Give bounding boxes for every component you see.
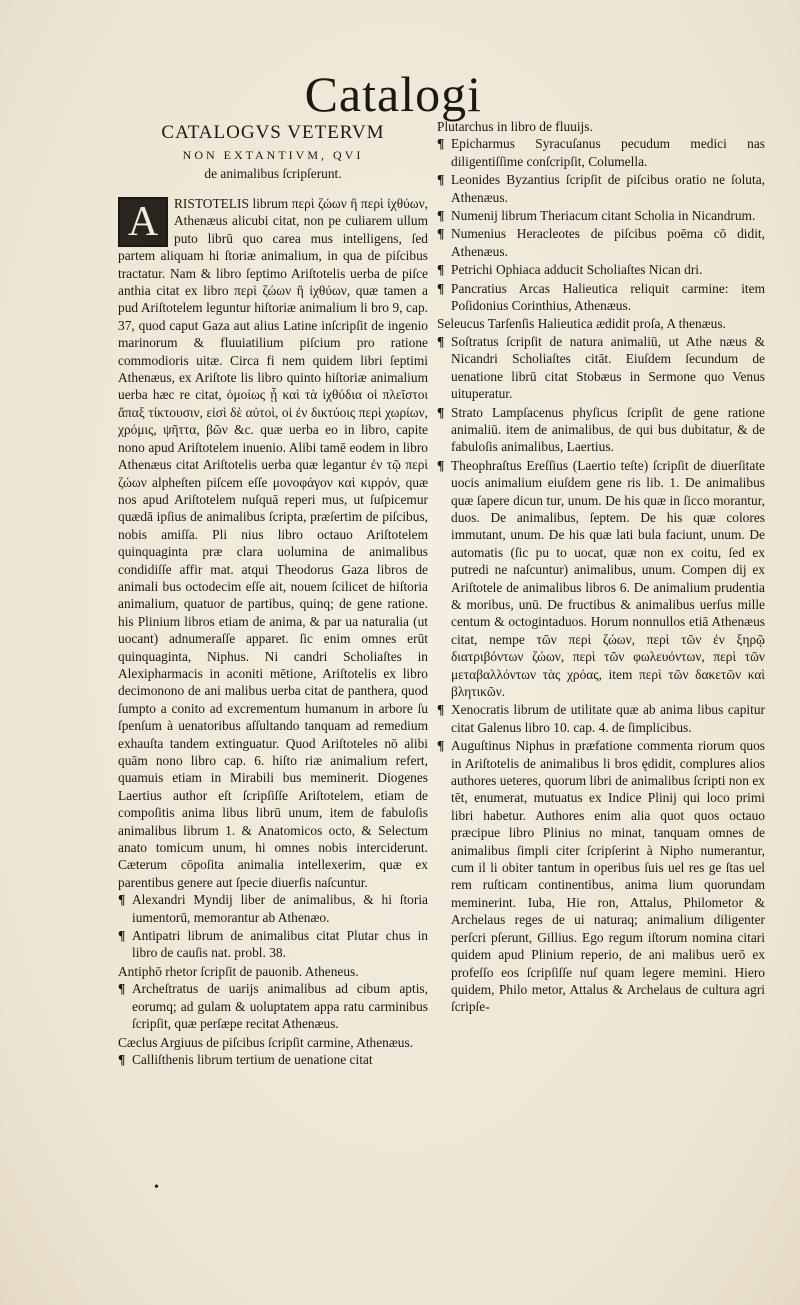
pilcrow-icon: ¶ bbox=[118, 892, 126, 908]
catalog-entry bbox=[437, 118, 765, 135]
entry-text: Calliſthenis librum tertium de uenatione citat bbox=[132, 1051, 373, 1067]
catalog-entry bbox=[118, 891, 428, 926]
entry-text: Petrichi Ophiaca adducit Scholiaſtes Nican dri. bbox=[451, 262, 703, 278]
catalog-subtitle-line2: de animalibus ſcripſerunt. bbox=[204, 166, 342, 181]
pilcrow-icon: ¶ bbox=[437, 208, 445, 224]
running-head: Catalogi bbox=[304, 66, 482, 122]
pilcrow-icon: ¶ bbox=[437, 738, 445, 754]
catalog-entry bbox=[437, 207, 765, 224]
right-column bbox=[437, 118, 765, 1017]
entry-text: Alexandri Myndij liber de animalibus, & hi ſtoria iumentorū, memorantur ab Athenæo. bbox=[132, 892, 428, 925]
decorated-initial: A bbox=[118, 197, 168, 247]
right-entry-list bbox=[437, 118, 765, 1016]
pilcrow-icon: ¶ bbox=[437, 136, 445, 152]
catalog-entry bbox=[437, 280, 765, 315]
pilcrow-icon: ¶ bbox=[437, 172, 445, 188]
pilcrow-icon: ¶ bbox=[118, 928, 126, 944]
pilcrow-icon: ¶ bbox=[118, 981, 126, 997]
catalog-entry bbox=[118, 1034, 428, 1051]
catalog-entry bbox=[437, 225, 765, 260]
catalog-entry bbox=[437, 404, 765, 456]
entry-text: Archeſtratus de uarijs animalibus ad cibum aptis, eorumq; ad gulam & uoluptatem appa ratu carminibus ſcripſit, quæ perſæpe recitat Athenæus. bbox=[132, 981, 428, 1032]
entry-text: Xenocratis librum de utilitate quæ ab anima libus capitur citat Galenus libro 10. cap. 4. de ſimplicibus. bbox=[451, 702, 765, 735]
catalog-entry bbox=[437, 261, 765, 278]
catalog-entry bbox=[437, 457, 765, 701]
pilcrow-icon: ¶ bbox=[437, 226, 445, 242]
pilcrow-icon: ¶ bbox=[437, 280, 445, 296]
pilcrow-icon: ¶ bbox=[437, 404, 445, 420]
pilcrow-icon: ¶ bbox=[437, 457, 445, 473]
entry-text: Antiphō rhetor ſcripſit de pauonib. Atheneus. bbox=[118, 963, 359, 979]
entry-text: Numenij librum Theriacum citant Scholia in Nicandrum. bbox=[451, 208, 756, 224]
entry-text: Antipatri librum de animalibus citat Plutar chus in libro de cauſis nat. probl. 38. bbox=[132, 928, 428, 961]
pilcrow-icon: ¶ bbox=[437, 333, 445, 349]
entry-text: Strato Lampſacenus phyſicus ſcripſit de gene ratione animaliū. item de animalibus, de qui bus dubitatur, & de fabuloſis animalibus, Laertius. bbox=[451, 404, 765, 455]
printer-dot: • bbox=[154, 1180, 159, 1195]
opening-paragraph bbox=[118, 195, 428, 891]
left-entry-list bbox=[118, 891, 428, 1068]
entry-text: Plutarchus in libro de fluuijs. bbox=[437, 119, 593, 134]
entry-text: Epicharmus Syracuſanus pecudum medici nas diligentiſſime conſcripſit, Columella. bbox=[451, 136, 765, 169]
catalog-entry bbox=[118, 980, 428, 1032]
entry-text: Auguſtinus Niphus in præfatione commenta riorum quos in Ariſtotelis de animalibus li bros ędidit, complures alios authores ueteres, quorum libri de animalibus ſcripti non ex tēt, enumerat, mutuatus ex Indice Plinij qui loco primi libri habetur. Authores enim alia quot quos octauo præcipue libro Plinius no minat, tanquam omnes de animalibus ſimpli citer ſcripſerint à Nipho numerantur, cum il li obiter tantum in operibus ſuis uel res ge ſtas uel rem ruſticam continentibus, anima lium quorundam meminerint. Iuba, Hie ron, Attalus, Philometor & Archelaus reges de ui naturaq; animalium diligenter perſcri pſerunt, Gillius. Ego regum iſtorum nomina citari quidem apud Plinium reperio, de ani malibus uerō ex profeſſo eos ſcripſiſſe nuſ quam legere memini. Hiero quidem, Philo metor, Attalus & Archelaus de cultura agri ſcripſe- bbox=[451, 738, 765, 1015]
entry-text: Leonides Byzantius ſcripſit de piſcibus oratio ne ſoluta, Athenæus. bbox=[451, 172, 765, 205]
catalog-entry bbox=[437, 315, 765, 332]
catalog-entry bbox=[118, 927, 428, 962]
catalog-entry bbox=[118, 963, 428, 980]
pilcrow-icon: ¶ bbox=[437, 262, 445, 278]
catalog-title: CATALOGVS VETERVM bbox=[161, 122, 385, 143]
catalog-entry bbox=[437, 135, 765, 170]
pilcrow-icon: ¶ bbox=[118, 1051, 126, 1067]
pilcrow-icon: ¶ bbox=[437, 702, 445, 718]
catalog-entry bbox=[437, 737, 765, 1016]
catalog-entry bbox=[118, 1051, 428, 1068]
left-column bbox=[118, 122, 428, 1069]
entry-text: Theophraſtus Ereſſius (Laertio teſte) ſcripſit de diuerſitate uocis animalium eiuſdem gene ris lib. 1. De animalibus quæ ſapere dicun tur, unum. De his quæ in ſicco morantur, duos. De animalibus, ſeptem. De his quæ colores immutant, unum. De his quæ lati bula faciunt, unum. De automatis (ſic pu to uocat, quæ non ex coitu, ſed ex putredi ne naſcuntur) animalibus, unum. Compen dij ex Ariſtotele de animalibus libros 6. De animalium prudentia & moribus, unū. De fructibus & animalibus uerſus mille centum & octogintaduos. Horum nonnullos etiā Athenæus citat, nempe τῶν περὶ ζώων, περὶ τῶν ἐν ξηρῷ διατριβόντων ζώων, περὶ τῶν φωλευόντων, περὶ τῶν μεταβαλλόντων τὰς χρόας, item περὶ τῶν δακετῶν καὶ βλητικῶν. bbox=[451, 457, 765, 699]
catalog-entry bbox=[437, 171, 765, 206]
opening-text: RISTOTELIS librum περὶ ζώων ἢ περὶ ἰχθύων, Athenæus alicubi citat, non pe culiarem ullum puto librū quo carea mus intelligens, ſed partem aliquam hi ſtoriæ animalium, in qua de piſcibus tractatur. Nam & libro ſeptimo Ariſtotelis uerba de piſce anthia citat ex libro περὶ ζώων ἢ ἰχθύων, quæ tamen a pud Ariſtotelem leguntur hiſtoriæ animalium li bro 9, cap. 37, quod caput Gaza aut alius Latine inſcripſit de ingenio marinorum & fluuiatilium piſcium pro ratione commodioris uitæ. Circa fi nem quidem libri ſeptimi Athenæus, ex Ariſtote lis libro quinto hiſtoriæ animalium uerba hæc re citat, ὁμοίως ᾗ καὶ τὰ ἰχθύδια οἱ πλεῖστοι ἅπαξ τίκτουσιν, εἰσὶ δὲ αὐτοὶ, οἱ ἐν δικτύοις περὶ χωρίων, χρόμις, ψῆττα, βῶν &c. quæ uerba eo in libro, capite nono apud Ariſtotelem inuenio. Alibi tamē eodem in libro Athenæus citat Ariſtotelis uerba quæ legantur ἐν τῷ περὶ ζώων alpheſten piſcem eſſe μονοφάγον καὶ κιρρόν, quæ nos apud Ariſtotelem nuſquā reperi mus, ut ſuſpicemur quædā ipſius de animalibus ſcripta, præſertim de piſcibus, nobis amiſſa. Pli nius libro octauo Ariſtotelem quinquaginta præ clara uolumina de animalibus condidiſſe affir mat. atqui Theodorus Gaza libros de animali bus octodecim eſſe ait, nouem ſcilicet de hiſtoria animalium, quatuor de partibus, quinq; de gene ratione. his Plinium libros etiam de anima, & par ua naturalia (ut uocant) adnumeraſſe apparet. ſic enim omnes erūt quinquaginta, Niphus. Ni candri Scholiaſtes in Alexipharmacis in aconiti mētione, Ariſtotelis ex libro decimonono de ani malibus uerba citat de panthera, quod ſumpto a conito ad excrementum humanum in arbore ſu ſpenſum à uenatoribus aſſultando tanquam ad remedium exhauſta tandem extinguatur. Quod Ariſtoteles nō alibi quām nono libro cap. 6. hiſto riæ animalium refert, quamuis etiam in Mirabili bus meminerit. Diogenes Laertius author eſt ſcripſiſſe Ariſtotelem, etiam de compoſitis anima libus librū unum, item de fabuloſis animalibus librum 1. & Anatomicos octo, & Selectum anato tomicum unum, hi omnes nobis interciderunt. Cæterum cōpoſita animalia intellexerim, quæ ex parentibus genere aut ſpecie diuerſis naſcuntur. bbox=[118, 196, 428, 890]
entry-text: Cæclus Argiuus de piſcibus ſcripſit carmine, Athenæus. bbox=[118, 1034, 414, 1050]
entry-text: Soſtratus ſcripſit de natura animaliū, ut Athe næus & Nicandri Scholiaſtes citāt. Eiuſdem ſecundum de uenatione librū citat Stobæus in Sermone quo Venus uituperatur. bbox=[451, 333, 765, 402]
catalog-entry bbox=[437, 701, 765, 736]
entry-text: Numenius Heracleotes de piſcibus poēma cō didit, Athenæus. bbox=[451, 226, 765, 259]
entry-text: Seleucus Tarſenſis Halieutica ædidit proſa, A thenæus. bbox=[437, 316, 726, 332]
catalog-entry bbox=[437, 333, 765, 403]
catalog-subtitle: NON EXTANTIVM, QVI bbox=[182, 148, 364, 162]
entry-text: Pancratius Arcas Halieutica reliquit carmine: item Poſidonius Corinthius, Athenæus. bbox=[451, 280, 765, 314]
